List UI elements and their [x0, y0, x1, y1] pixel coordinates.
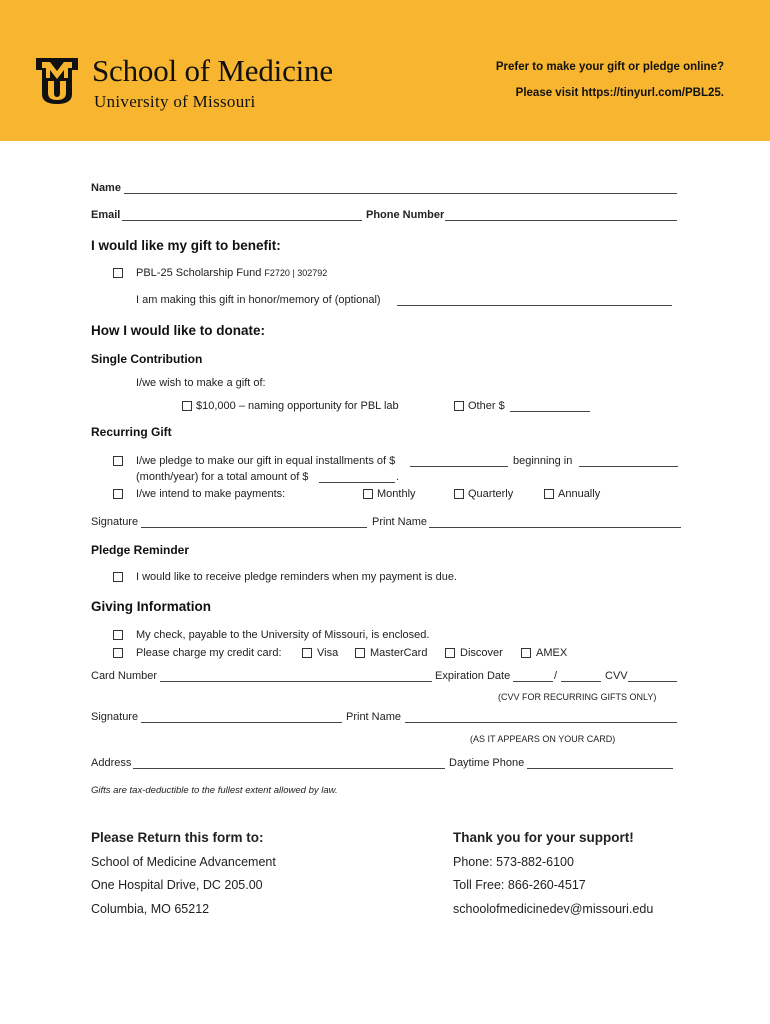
contact-email[interactable]: schoolofmedicinedev@missouri.edu [453, 902, 654, 916]
expiration-label: Expiration Date [435, 670, 511, 682]
header-banner [0, 0, 770, 141]
fund-label: PBL-25 Scholarship Fund [136, 267, 262, 279]
mastercard-checkbox[interactable] [355, 648, 365, 658]
giving-heading: Giving Information [91, 599, 211, 614]
annually-label: Annually [558, 488, 601, 500]
single-intro: I/we wish to make a gift of: [136, 377, 266, 389]
visa-label: Visa [317, 647, 339, 659]
mastercard-label: MasterCard [370, 647, 428, 659]
address-label: Address [91, 757, 132, 769]
recurring-heading: Recurring Gift [91, 425, 172, 439]
single-heading: Single Contribution [91, 352, 203, 366]
phone-label: Phone Number [366, 209, 445, 221]
card-number-field[interactable] [160, 681, 432, 682]
monthly-label: Monthly [377, 488, 416, 500]
phone-field[interactable] [445, 220, 677, 221]
gift-other-label: Other $ [468, 400, 505, 412]
name-label: Name [91, 182, 121, 194]
pledge-signature-field[interactable] [141, 527, 367, 528]
card-signature-field[interactable] [141, 722, 342, 723]
tax-note: Gifts are tax-deductible to the fullest extent allowed by law. [91, 785, 338, 796]
name-field[interactable] [124, 193, 677, 194]
gift-10000-checkbox[interactable] [182, 401, 192, 411]
visa-checkbox[interactable] [302, 648, 312, 658]
begin-date-field[interactable] [579, 466, 678, 467]
total-amount-field[interactable] [319, 482, 395, 483]
online-url[interactable]: Please visit https://tinyurl.com/PBL25. [515, 87, 724, 99]
school-name: School of Medicine [92, 53, 333, 88]
card-signature-label: Signature [91, 711, 139, 723]
check-enclosed-checkbox[interactable] [113, 630, 123, 640]
print-name-note: (AS IT APPEARS ON YOUR CARD) [470, 734, 616, 744]
credit-card-label: Please charge my credit card: [136, 647, 282, 659]
fund-option [136, 267, 327, 279]
return-heading: Please Return this form to: [91, 830, 264, 845]
contact-toll-free: Toll Free: 866-260-4517 [453, 878, 586, 892]
mizzou-mu-logo-icon [36, 58, 78, 104]
beginning-label: beginning in [513, 455, 573, 467]
address-field[interactable] [133, 768, 445, 769]
online-prompt: Prefer to make your gift or pledge online? [495, 61, 724, 73]
contact-phone: Phone: 573-882-6100 [453, 855, 574, 869]
intend-label: I/we intend to make payments: [136, 488, 286, 500]
cvv-label: CVV [605, 670, 628, 682]
daytime-phone-field[interactable] [527, 768, 673, 769]
return-line-2: One Hospital Drive, DC 205.00 [91, 878, 263, 892]
intend-checkbox[interactable] [113, 489, 123, 499]
gift-other-checkbox[interactable] [454, 401, 464, 411]
honor-field[interactable] [397, 305, 672, 306]
card-print-name-label: Print Name [346, 711, 402, 723]
expiration-year-field[interactable] [561, 681, 601, 682]
thanks-heading: Thank you for your support! [453, 830, 634, 845]
fund-code: F2720 | 302792 [264, 268, 328, 278]
pledge-print-name-field[interactable] [429, 527, 681, 528]
fund-checkbox[interactable] [113, 268, 123, 278]
reminder-label: I would like to receive pledge reminders when my payment is due. [136, 571, 457, 583]
gift-10000-label: $10,000 – naming opportunity for PBL lab [196, 400, 399, 412]
expiration-month-field[interactable] [513, 681, 553, 682]
credit-card-checkbox[interactable] [113, 648, 123, 658]
amex-label: AMEX [536, 647, 568, 659]
email-field[interactable] [122, 220, 362, 221]
benefit-heading: I would like my gift to benefit: [91, 238, 281, 253]
check-enclosed-label: My check, payable to the University of Missouri, is enclosed. [136, 629, 430, 641]
pledge-line1-label: I/we pledge to make our gift in equal installments of $ [136, 455, 396, 467]
discover-label: Discover [460, 647, 503, 659]
pledge-print-name-label: Print Name [372, 516, 428, 528]
pledge-line2-end: . [396, 471, 400, 483]
quarterly-label: Quarterly [468, 488, 514, 500]
card-number-label: Card Number [91, 670, 158, 682]
installment-amount-field[interactable] [410, 466, 508, 467]
pledge-line2-label: (month/year) for a total amount of $ [136, 471, 309, 483]
return-line-3: Columbia, MO 65212 [91, 902, 210, 916]
reminder-heading: Pledge Reminder [91, 543, 190, 557]
gift-other-amount-field[interactable] [510, 411, 590, 412]
cvv-field[interactable] [628, 681, 677, 682]
annually-checkbox[interactable] [544, 489, 554, 499]
donate-heading: How I would like to donate: [91, 323, 265, 338]
cvv-note: (CVV FOR RECURRING GIFTS ONLY) [498, 692, 657, 702]
daytime-phone-label: Daytime Phone [449, 757, 525, 769]
email-label: Email [91, 209, 121, 221]
reminder-checkbox[interactable] [113, 572, 123, 582]
pledge-signature-label: Signature [91, 516, 139, 528]
monthly-checkbox[interactable] [363, 489, 373, 499]
quarterly-checkbox[interactable] [454, 489, 464, 499]
card-print-name-field[interactable] [405, 722, 677, 723]
university-name: University of Missouri [94, 92, 256, 111]
honor-label: I am making this gift in honor/memory of (optional) [136, 294, 381, 306]
return-line-1: School of Medicine Advancement [91, 855, 276, 869]
pledge-checkbox[interactable] [113, 456, 123, 466]
discover-checkbox[interactable] [445, 648, 455, 658]
expiration-sep: / [554, 670, 558, 682]
amex-checkbox[interactable] [521, 648, 531, 658]
